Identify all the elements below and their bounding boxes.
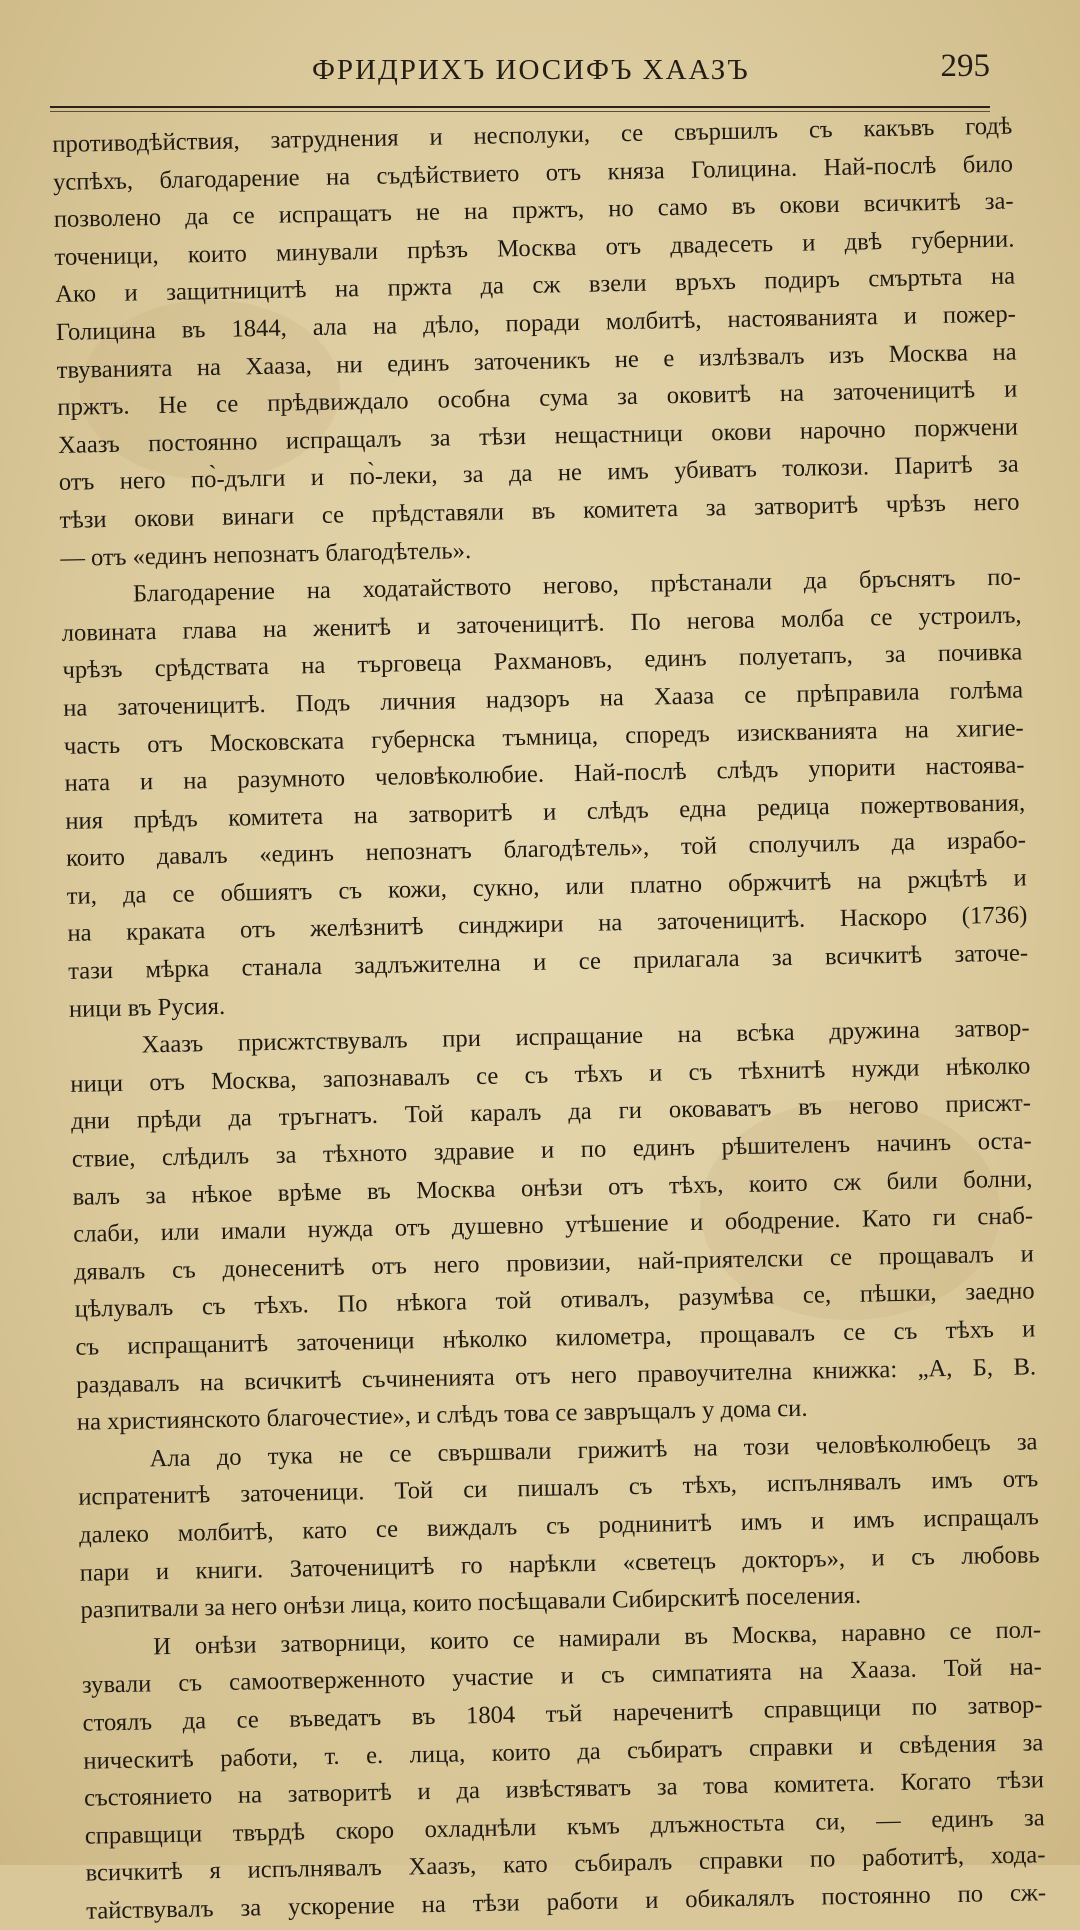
- text-line: успѣхъ, благодарение на съдѣйствието отъ княза Голицина. Най-послѣ било: [52, 150, 1014, 196]
- text-line: ници отъ Москва, запознавалъ се съ тѣхъ и съ тѣхнитѣ нужди нѣколко: [70, 1052, 1031, 1098]
- text-line: ната и на разумното человѣколюбие. Най-послѣ слѣдъ упорити настоява-: [64, 751, 1025, 797]
- text-line: Голицина въ 1844, ала на дѣло, поради молбитѣ, настояванията и пожер-: [55, 300, 1017, 346]
- paragraph-start: Хаазъ присжтствувалъ при испращание на всѣка дружина затвор-: [141, 1014, 1030, 1059]
- text-line: позволено да се испращатъ не на пржтъ, но само въ окови всичкитѣ за-: [53, 187, 1014, 234]
- text-line: — отъ «единъ непознатъ благодѣтель».: [60, 536, 472, 572]
- text-line: на християнското благочестие», и слѣдъ това се завръщалъ у дома си.: [76, 1394, 808, 1436]
- text-line: пари и книги. Заточеницитѣ го нарѣкли «светецъ докторъ», и съ любовь: [79, 1540, 1040, 1587]
- text-line: съ испращанитѣ заточеници нѣколко километра, прощавалъ се съ тѣхъ и: [75, 1315, 1036, 1361]
- text-line: ническитѣ работи, т. е. лица, които да събиратъ справки и свѣдения за: [83, 1728, 1044, 1775]
- text-line: всичкитѣ я испълнявалъ Хаазъ, като събиралъ справки по работитѣ, хода-: [85, 1841, 1046, 1887]
- text-line: ствие, слѣдилъ за тѣхното здравие и по единъ рѣшителенъ начинъ оста-: [71, 1127, 1032, 1173]
- text-line: пржтъ. Не се прѣдвиждало особна сума за оковитѣ на заточеницитѣ и: [57, 375, 1018, 422]
- text-line: тайствувалъ за ускорение на тѣзи работи и обикалялъ постоянно по сж-: [86, 1879, 1047, 1925]
- text-line: противодѣйствия, затруднения и несполуки, се свършилъ съ какъвъ годѣ: [52, 112, 1013, 158]
- text-line: чрѣзъ срѣдствата на търговеца Рахмановъ, единъ полуетапъ, за почивка: [62, 638, 1023, 685]
- text-line: тази мѣрка станала задлъжителна и се прилагала за всичкитѣ заточе-: [67, 939, 1029, 985]
- running-title: ФРИДРИХЪ ИОСИФЪ ХААЗЪ: [312, 54, 750, 86]
- text-line: отъ него по̀-дълги и по̀-леки, за да не имъ убиватъ толкози. Паритѣ за: [58, 450, 1019, 497]
- text-line: състоянието на затворитѣ и да извѣстяватъ за това комитета. Когато тѣзи: [83, 1766, 1045, 1812]
- text-line: точеници, които минували прѣзъ Москва отъ двадесеть и двѣ губернии.: [54, 225, 1015, 271]
- text-line: справщици твърдѣ скоро охладнѣли къмъ длъжностьта си, — единъ за: [84, 1803, 1045, 1850]
- text-line: зували съ самоотверженното участие и съ симпатията на Хааза. Той на-: [81, 1653, 1043, 1700]
- text-line: на заточеницитѣ. Подъ личния надзоръ на Хааза се прѣправила голѣма: [62, 676, 1024, 722]
- text-line: Хаазъ постоянно испращалъ за тѣзи нещастници окови нарочно поржчени: [57, 413, 1019, 459]
- text-line: твуванията на Хааза, ни единъ заточеникъ не е излѣзвалъ изъ Москва на: [56, 338, 1017, 384]
- text-line: тѣзи окови винаги се прѣдставяли въ комитета за затворитѣ чрѣзъ него: [59, 488, 1020, 534]
- paragraph-start: Благодарение на ходатайството негово, прѣстанали да бръснятъ по-: [132, 563, 1022, 608]
- text-line: Ако и защитницитѣ на пржта да сж взели връхъ подиръ смъртьта на: [54, 262, 1016, 309]
- text-line: разпитвали за него онѣзи лица, които посѣщавали Сибирскитѣ поселения.: [80, 1581, 862, 1624]
- text-line: които давалъ «единъ непознатъ благодѣтель», той сполучилъ да изрaбо-: [65, 826, 1027, 873]
- page-header: [50, 48, 990, 108]
- text-line: валъ за нѣкое врѣме въ Москва онѣзи отъ тѣхъ, които сж били болни,: [72, 1165, 1033, 1211]
- text-line: дявалъ съ донесенитѣ отъ него провизии, най-приятелски се прощавалъ и: [73, 1240, 1035, 1286]
- text-line: испратенитѣ заточеници. Той си пишалъ съ тѣхъ, испълнявалъ имъ отъ: [78, 1465, 1039, 1512]
- text-line: ловината глава на женитѣ и заточеницитѣ. По негова молба се устроилъ,: [61, 601, 1022, 647]
- text-line: слаби, или имали нужда отъ душевно утѣшение и ободрение. Като ги снаб-: [73, 1202, 1034, 1249]
- text-line: ти, да се обшиятъ съ кожи, сукно, или платно обржчитѣ на ржцѣтѣ и: [66, 864, 1027, 910]
- paragraph-start: Ала до тука не се свършвали грижитѣ на този человѣколюбецъ за: [149, 1428, 1038, 1473]
- text-line: ници въ Русия.: [68, 992, 226, 1023]
- text-line: цѣлувалъ съ тѣхъ. По нѣкога той отивалъ, разумѣва се, пѣшки, заедно: [74, 1277, 1035, 1324]
- page-number: 295: [940, 48, 990, 84]
- body-text: [52, 108, 1046, 1930]
- paragraph-start: И онѣзи затворници, които се намирали въ Москва, наравно се пол-: [152, 1616, 1042, 1661]
- text-line: раздавалъ на всичкитѣ съчиненията отъ него правоучителна книжка: „А, Б, В.: [75, 1352, 1037, 1399]
- text-line: далеко молбитѣ, като се виждалъ съ роднинитѣ имъ и имъ испращалъ: [78, 1503, 1040, 1549]
- text-line: ния прѣдъ комитета на затворитѣ и слѣдъ една редица пожертвования,: [65, 789, 1026, 835]
- header-rule: [50, 106, 990, 108]
- text-line: дни прѣди да тръгнатъ. Той каралъ да ги оковаватъ въ негово присжт-: [70, 1089, 1032, 1136]
- text-line: стоялъ да се въведатъ въ 1804 тъй нареченитѣ справщици по затвор-: [82, 1691, 1043, 1737]
- text-line: часть отъ Московската губернска тъмница, споредъ изискванията на хигие-: [63, 713, 1024, 760]
- text-line: на краката отъ желѣзнитѣ синджири на заточеницитѣ. Наскоро (1736): [67, 901, 1028, 948]
